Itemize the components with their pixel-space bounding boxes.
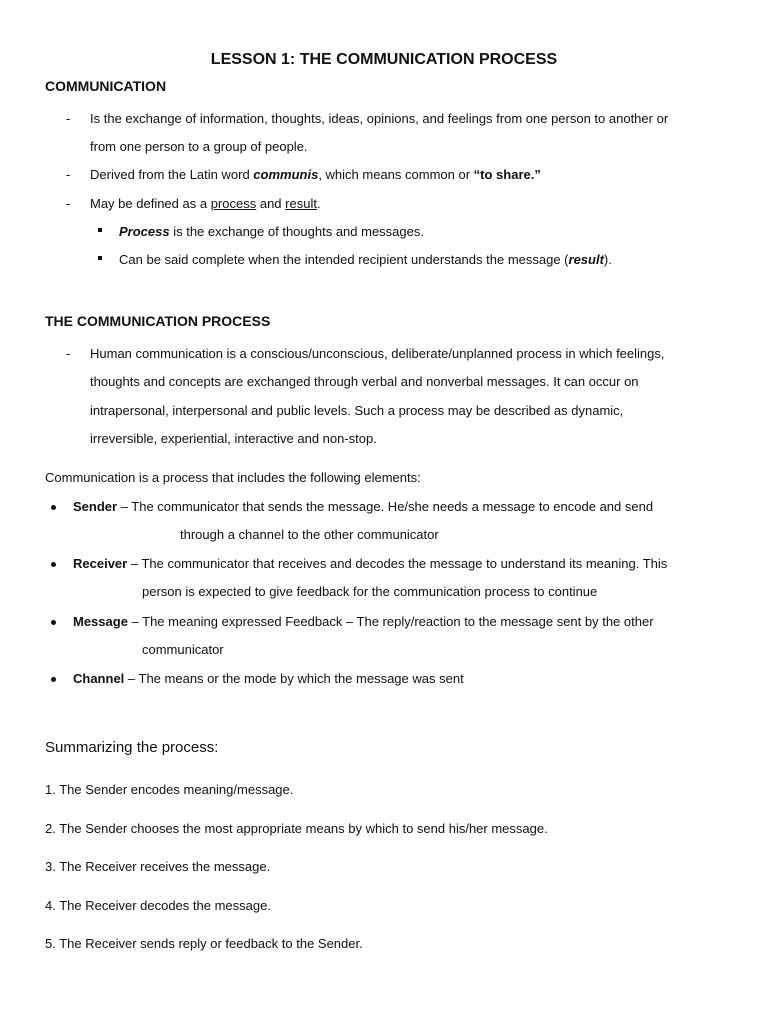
etymology-line: Derived from the Latin word communis, which means common or “to share.” [90, 167, 541, 182]
dash-marker: - [66, 196, 71, 211]
element-receiver-continued: person is expected to give feedback for the communication process to continue [142, 584, 598, 599]
summary-step: 3. The Receiver receives the message. [45, 859, 271, 874]
element-channel: Channel – The means or the mode by which the message was sent [73, 671, 464, 686]
paragraph-line: thoughts and concepts are exchanged through verbal and nonverbal messages. It can occur on [90, 374, 639, 389]
sub-bullet-line: Can be said complete when the intended recipient understands the message (result). [119, 252, 612, 267]
sub-bullet-line: Process is the exchange of thoughts and messages. [119, 224, 424, 239]
elements-intro: Communication is a process that includes the following elements: [45, 470, 421, 485]
dash-marker: - [66, 167, 71, 182]
element-message: Message – The meaning expressed Feedback – The reply/reaction to the message sent by the other [73, 614, 654, 629]
dash-marker: - [66, 111, 71, 126]
square-bullet-icon [98, 256, 102, 260]
definition-line: Is the exchange of information, thoughts, ideas, opinions, and feelings from one person to another or [90, 111, 669, 126]
summary-step: 1. The Sender encodes meaning/message. [45, 782, 294, 797]
definition-line: from one person to a group of people. [90, 139, 308, 154]
element-sender-continued: through a channel to the other communicator [180, 527, 439, 542]
square-bullet-icon [98, 228, 102, 232]
paragraph-line: Human communication is a conscious/unconscious, deliberate/unplanned process in which feelings, [90, 346, 665, 361]
element-sender: Sender – The communicator that sends the message. He/she needs a message to encode and send [73, 499, 654, 514]
paragraph-line: irreversible, experiential, interactive and non-stop. [90, 431, 377, 446]
bullet-icon [51, 620, 56, 625]
summary-heading: Summarizing the process: [45, 739, 219, 756]
dash-marker: - [66, 346, 71, 361]
summary-step: 2. The Sender chooses the most appropriate means by which to send his/her message. [45, 821, 548, 836]
page-title: LESSON 1: THE COMMUNICATION PROCESS [210, 51, 558, 68]
bullet-icon [51, 677, 56, 682]
definition-line: May be defined as a process and result. [90, 196, 321, 211]
summary-step: 4. The Receiver decodes the message. [45, 898, 271, 913]
bullet-icon [51, 562, 56, 567]
summary-step: 5. The Receiver sends reply or feedback to the Sender. [45, 936, 363, 951]
element-receiver: Receiver – The communicator that receives and decodes the message to understand its meaning. This [73, 556, 668, 571]
section-heading-communication-process: THE COMMUNICATION PROCESS [45, 313, 271, 329]
bullet-icon [51, 505, 56, 510]
element-message-continued: communicator [142, 642, 224, 657]
paragraph-line: intrapersonal, interpersonal and public levels. Such a process may be described as dynamic, [90, 403, 624, 418]
section-heading-communication: COMMUNICATION [45, 78, 167, 94]
